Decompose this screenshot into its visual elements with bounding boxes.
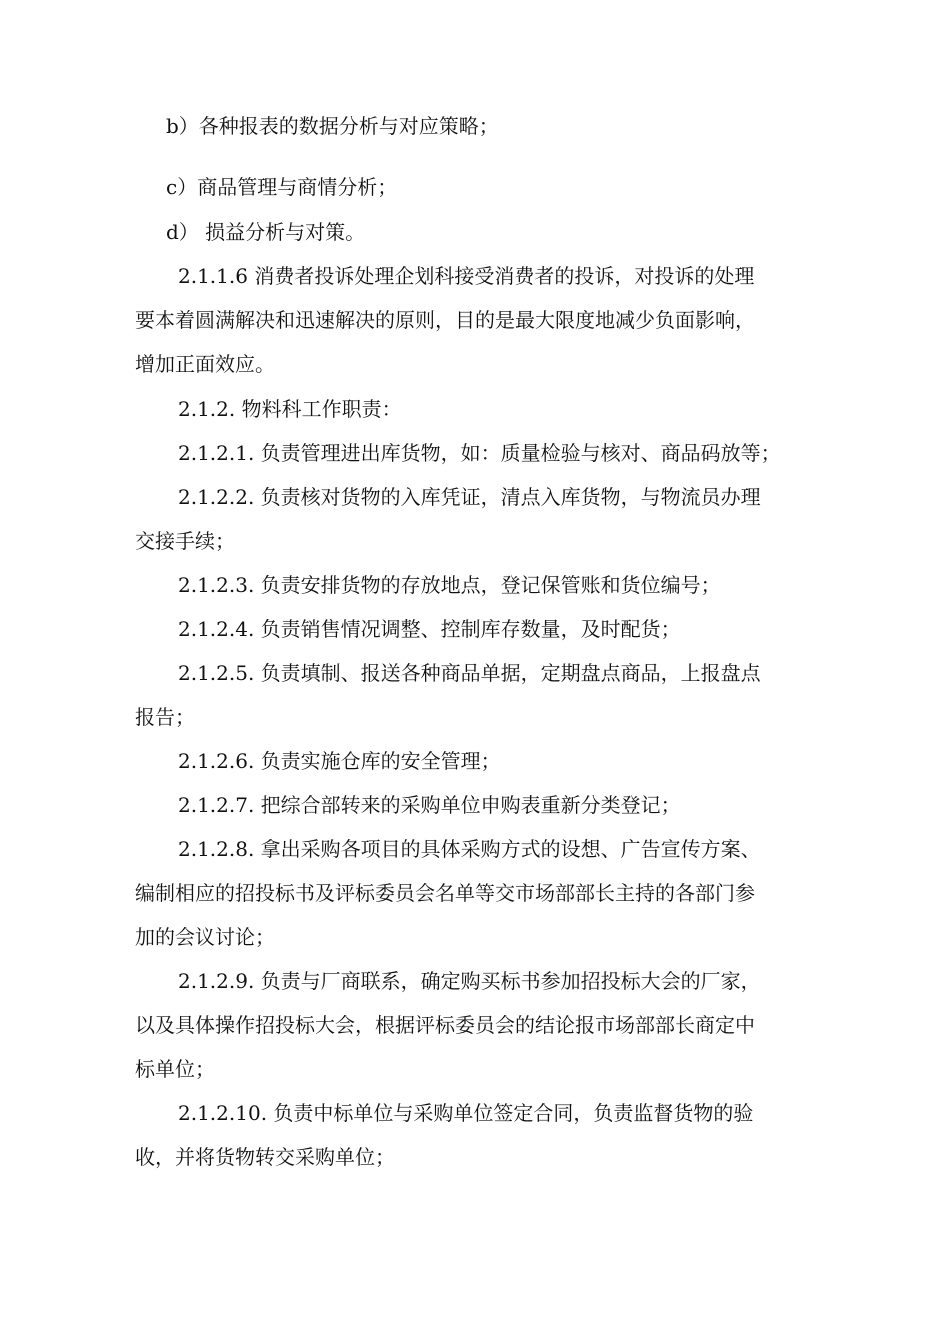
duty-2-1-2-2-line-1: 2.1.2.2. 负责核对货物的入库凭证，清点入库货物，与物流员办理 xyxy=(178,485,761,509)
duty-2-1-2-1: 2.1.2.1. 负责管理进出库货物，如：质量检验与核对、商品码放等； xyxy=(178,441,781,465)
duty-2-1-2-5-line-1: 2.1.2.5. 负责填制、报送各种商品单据，定期盘点商品，上报盘点 xyxy=(178,661,761,685)
list-item-d: d） 损益分析与对策。 xyxy=(166,220,366,244)
list-item-c: c）商品管理与商情分析； xyxy=(166,175,398,199)
duty-2-1-2-6: 2.1.2.6. 负责实施仓库的安全管理； xyxy=(178,749,501,773)
duty-2-1-2-8-line-3: 加的会议讨论； xyxy=(135,925,275,949)
duty-2-1-2-8-line-2: 编制相应的招投标书及评标委员会名单等交市场部部长主持的各部门参 xyxy=(135,881,755,905)
paragraph-2-1-1-6-line-3: 增加正面效应。 xyxy=(135,352,275,376)
duty-2-1-2-9-line-1: 2.1.2.9. 负责与厂商联系，确定购买标书参加招投标大会的厂家， xyxy=(178,969,761,993)
duty-2-1-2-4: 2.1.2.4. 负责销售情况调整、控制库存数量，及时配货； xyxy=(178,617,681,641)
duty-2-1-2-7: 2.1.2.7. 把综合部转来的采购单位申购表重新分类登记； xyxy=(178,793,681,817)
duty-2-1-2-5-line-2: 报告； xyxy=(135,705,195,729)
duty-2-1-2-9-line-2: 以及具体操作招投标大会，根据评标委员会的结论报市场部部长商定中 xyxy=(135,1013,755,1037)
duty-2-1-2-9-line-3: 标单位； xyxy=(135,1057,215,1081)
paragraph-2-1-1-6-line-1: 2.1.1.6 消费者投诉处理企划科接受消费者的投诉，对投诉的处理 xyxy=(178,264,755,288)
duty-2-1-2-3: 2.1.2.3. 负责安排货物的存放地点，登记保管账和货位编号； xyxy=(178,573,721,597)
section-heading-2-1-2: 2.1.2. 物料科工作职责： xyxy=(178,397,402,421)
duty-2-1-2-10-line-1: 2.1.2.10. 负责中标单位与采购单位签定合同，负责监督货物的验 xyxy=(178,1101,754,1125)
paragraph-2-1-1-6-line-2: 要本着圆满解决和迅速解决的原则，目的是最大限度地减少负面影响， xyxy=(135,308,755,332)
duty-2-1-2-8-line-1: 2.1.2.8. 拿出采购各项目的具体采购方式的设想、广告宣传方案、 xyxy=(178,837,761,861)
list-item-b: b）各种报表的数据分析与对应策略； xyxy=(166,114,499,138)
duty-2-1-2-2-line-2: 交接手续； xyxy=(135,529,235,553)
duty-2-1-2-10-line-2: 收，并将货物转交采购单位； xyxy=(135,1145,395,1169)
